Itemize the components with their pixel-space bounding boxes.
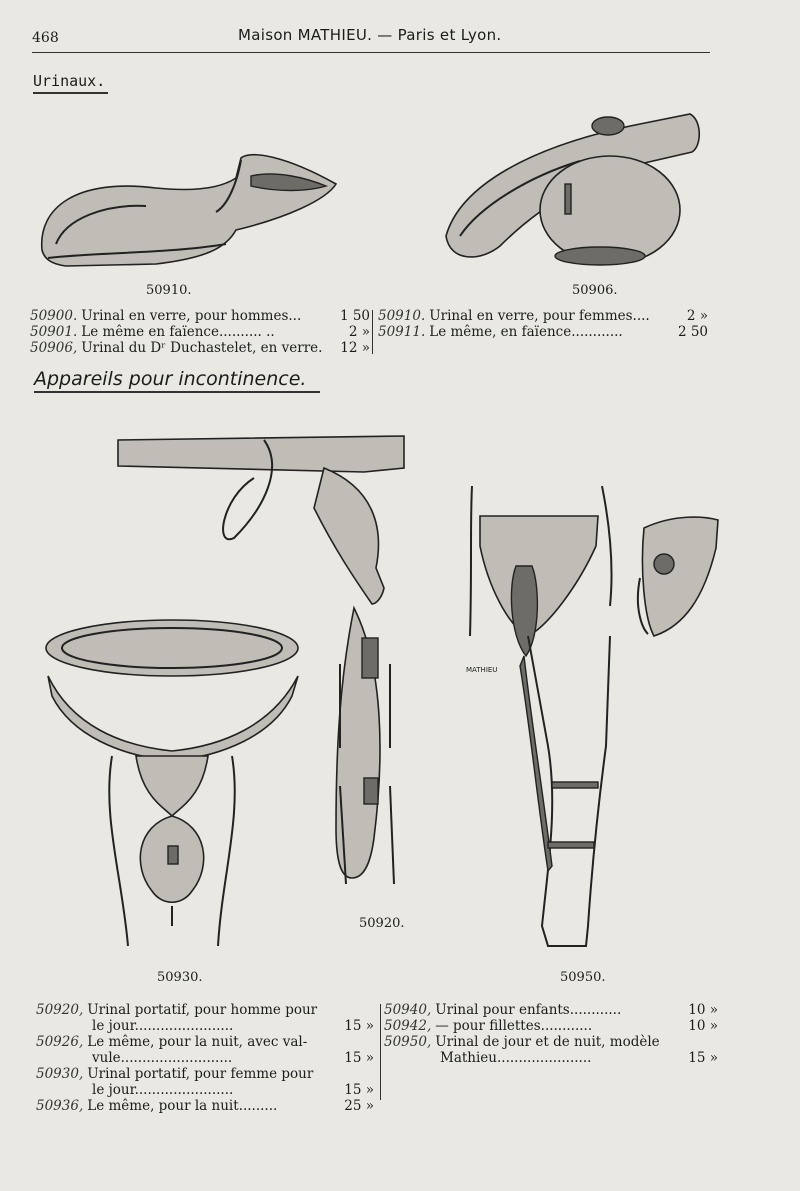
- list-item: le jour....................... 15 »: [92, 1018, 374, 1034]
- leg-urinal-illustration: [468, 486, 638, 962]
- list-item: 50906, Urinal du Dʳ Duchastelet, en verre. 12 »: [30, 340, 370, 356]
- list-item: 50920, Urinal portatif, pour homme pour: [36, 1002, 318, 1018]
- list-item: 50942, — pour fillettes............ 10 »: [384, 1018, 718, 1034]
- list-item: 50930, Urinal portatif, pour femme pour: [36, 1066, 314, 1082]
- figure-caption-50920: 50920.: [359, 916, 405, 931]
- list-item: 50910. Urinal en verre, pour femmes.... 2 »: [378, 308, 708, 324]
- list-item: le jour....................... 15 »: [92, 1082, 374, 1098]
- section-title-underline: [33, 92, 108, 94]
- column-divider: [380, 1004, 381, 1100]
- figure-caption-50930: 50930.: [157, 970, 203, 985]
- section-title-incontinence: Appareils pour incontinence.: [34, 368, 307, 390]
- figure-caption-50950: 50950.: [560, 970, 606, 985]
- female-portable-urinal-illustration: [42, 616, 304, 946]
- incontinence-price-list-right: [384, 1002, 718, 1066]
- urinal-detail-illustration: [634, 508, 720, 638]
- urinal-duchastelet-illustration: [440, 106, 702, 272]
- column-divider: [372, 310, 373, 354]
- page-number: 468: [32, 30, 59, 46]
- section-title-urinaux: Urinaux.: [33, 72, 106, 90]
- section-title-underline: [34, 391, 320, 393]
- list-item: 50901. Le même en faïence.......... .. 2 »: [30, 324, 370, 340]
- list-item: 50911. Le même, en faïence............ 2 50: [378, 324, 708, 340]
- list-item: 50950, Urinal de jour et de nuit, modèle: [384, 1034, 660, 1050]
- list-item: 50936, Le même, pour la nuit......... 25 »: [36, 1098, 374, 1114]
- list-item: Mathieu...................... 15 »: [440, 1050, 718, 1066]
- urinal-women-illustration: [36, 148, 341, 274]
- list-item: vule.......................... 15 »: [92, 1050, 374, 1066]
- urinaux-price-list-right: [378, 308, 708, 340]
- list-item: 50926, Le même, pour la nuit, avec val-: [36, 1034, 308, 1050]
- figure-label-mathieu: MATHIEU: [466, 666, 498, 674]
- list-item: 50940, Urinal pour enfants............ 10 »: [384, 1002, 718, 1018]
- urinaux-price-list-left: [30, 308, 370, 356]
- figure-caption-50910: 50910.: [146, 283, 192, 298]
- page-header-title: Maison MATHIEU. — Paris et Lyon.: [238, 26, 502, 44]
- list-item: 50900. Urinal en verre, pour hommes... 1 50: [30, 308, 370, 324]
- header-rule: [32, 52, 710, 53]
- figure-caption-50906: 50906.: [572, 283, 618, 298]
- incontinence-price-list-left: [36, 1002, 374, 1114]
